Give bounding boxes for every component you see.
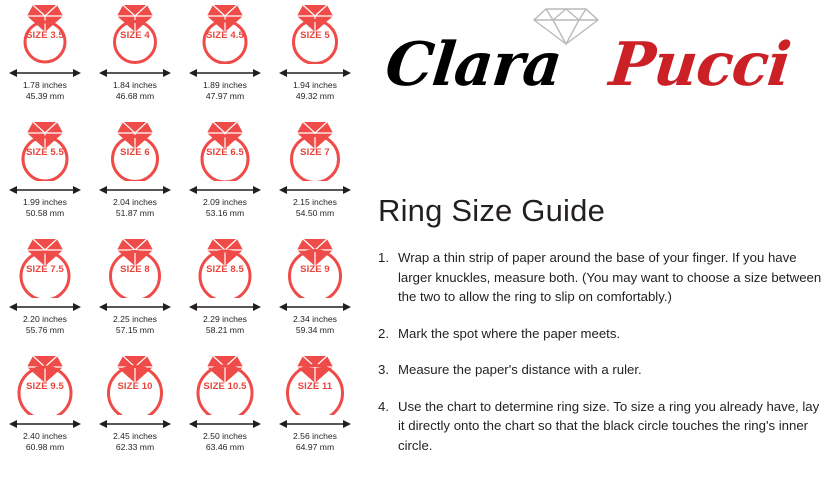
measure-mm: 49.32 mm <box>295 91 335 102</box>
ring-size-cell <box>0 351 90 468</box>
measure-mm: 53.16 mm <box>205 208 245 219</box>
measure-mm: 55.76 mm <box>25 325 65 336</box>
ring-size-label: SIZE 3.5 <box>26 30 64 41</box>
measure-mm: 59.34 mm <box>295 325 335 336</box>
ring-size-label: SIZE 10.5 <box>203 381 247 392</box>
ring-size-cell <box>270 351 360 468</box>
measure-arrow-icon <box>99 300 171 312</box>
measure-mm: 60.98 mm <box>25 442 65 453</box>
step-text: Wrap a thin strip of paper around the base of your finger. If you have larger knuckles, measure both. (You may want to choose a size between the two to allow the ring to slip on comfortably.) <box>398 250 822 304</box>
ring-size-label: SIZE 4 <box>120 30 150 41</box>
step-number: 4. <box>378 398 389 414</box>
guide-step <box>378 360 826 380</box>
ring-size-label: SIZE 8.5 <box>206 264 244 275</box>
ring-size-label: SIZE 6.5 <box>206 147 244 158</box>
ring-size-label: SIZE 9.5 <box>26 381 64 392</box>
measure-inches: 2.45 inches <box>113 431 157 441</box>
guide-step <box>378 248 826 307</box>
step-text: Mark the spot where the paper meets. <box>398 325 621 341</box>
ring-measurements <box>0 80 90 102</box>
measure-arrow-icon <box>189 417 261 429</box>
measure-inches: 1.94 inches <box>293 80 337 90</box>
ring-measurements <box>270 314 360 336</box>
ring-measurements <box>0 197 90 219</box>
measure-inches: 2.29 inches <box>203 314 247 324</box>
measure-inches: 1.89 inches <box>203 80 247 90</box>
measure-inches: 2.40 inches <box>23 431 67 441</box>
measure-arrow-icon <box>279 300 351 312</box>
measure-arrow-icon <box>99 183 171 195</box>
measure-mm: 63.46 mm <box>205 442 245 453</box>
measure-mm: 54.50 mm <box>295 208 335 219</box>
step-number: 1. <box>378 250 389 265</box>
ring-size-label: SIZE 10 <box>117 381 153 392</box>
step-number: 2. <box>378 325 389 341</box>
guide-step <box>378 324 826 344</box>
measure-inches: 2.04 inches <box>113 197 157 207</box>
measure-mm: 47.97 mm <box>205 91 245 102</box>
measure-inches: 2.34 inches <box>293 314 337 324</box>
ring-measurements <box>270 197 360 219</box>
ring-size-cell <box>270 117 360 234</box>
measure-inches: 2.09 inches <box>203 197 247 207</box>
guide-step <box>378 397 826 456</box>
measure-mm: 64.97 mm <box>295 442 335 453</box>
ring-measurements <box>90 80 180 102</box>
ring-measurements <box>90 197 180 219</box>
ring-size-label: SIZE 11 <box>297 381 333 392</box>
ring-size-cell <box>180 117 270 234</box>
measure-mm: 57.15 mm <box>115 325 155 336</box>
ring-size-label: SIZE 5.5 <box>26 147 64 158</box>
measure-inches: 1.78 inches <box>23 80 67 90</box>
measure-inches: 2.50 inches <box>203 431 247 441</box>
measure-mm: 45.39 mm <box>25 91 65 102</box>
chart-row <box>0 117 360 234</box>
measure-arrow-icon <box>189 300 261 312</box>
ring-measurements <box>180 80 270 102</box>
ring-size-label: SIZE 6 <box>120 147 150 158</box>
ring-measurements <box>180 314 270 336</box>
measure-inches: 2.20 inches <box>23 314 67 324</box>
ring-size-cell <box>180 0 270 117</box>
ring-size-cell <box>180 351 270 468</box>
step-text: Use the chart to determine ring size. To size a ring you already have, lay it directly onto the chart so that the black circle touches the ring's inner circle. <box>398 398 820 453</box>
ring-size-cell <box>270 234 360 351</box>
brand-name-first: Clara <box>382 30 565 100</box>
measure-inches: 2.56 inches <box>293 431 337 441</box>
ring-size-cell <box>180 234 270 351</box>
measure-mm: 62.33 mm <box>115 442 155 453</box>
measure-arrow-icon <box>9 417 81 429</box>
measure-arrow-icon <box>279 66 351 78</box>
ring-measurements <box>0 431 90 453</box>
brand-name-second: Pucci <box>606 30 794 100</box>
measure-mm: 50.58 mm <box>25 208 65 219</box>
chart-row <box>0 351 360 468</box>
ring-size-cell <box>90 234 180 351</box>
guide-panel <box>368 0 839 501</box>
ring-measurements <box>90 314 180 336</box>
chart-row <box>0 234 360 351</box>
measure-inches: 1.84 inches <box>113 80 157 90</box>
ring-size-cell <box>0 0 90 117</box>
measure-inches: 2.15 inches <box>293 197 337 207</box>
measure-arrow-icon <box>99 66 171 78</box>
ring-size-label: SIZE 7.5 <box>26 264 64 275</box>
ring-size-cell <box>270 0 360 117</box>
ring-size-label: SIZE 4.5 <box>206 30 244 41</box>
guide-steps <box>378 248 826 472</box>
measure-mm: 46.68 mm <box>115 91 155 102</box>
step-number: 3. <box>378 362 389 377</box>
measure-mm: 51.87 mm <box>115 208 155 219</box>
ring-size-chart <box>0 0 360 501</box>
ring-size-label: SIZE 8 <box>120 264 150 275</box>
measure-arrow-icon <box>189 66 261 78</box>
measure-inches: 2.25 inches <box>113 314 157 324</box>
ring-measurements <box>0 314 90 336</box>
ring-size-cell <box>90 117 180 234</box>
brand-logo <box>378 4 828 104</box>
measure-arrow-icon <box>9 300 81 312</box>
page-title: Ring Size Guide <box>378 193 606 228</box>
ring-measurements <box>270 80 360 102</box>
measure-inches: 1.99 inches <box>23 197 67 207</box>
ring-size-cell <box>0 234 90 351</box>
measure-arrow-icon <box>9 183 81 195</box>
ring-size-cell <box>0 117 90 234</box>
chart-row <box>0 0 360 117</box>
ring-measurements <box>90 431 180 453</box>
ring-size-label: SIZE 9 <box>300 264 330 275</box>
measure-arrow-icon <box>279 183 351 195</box>
ring-measurements <box>270 431 360 453</box>
ring-size-cell <box>90 0 180 117</box>
ring-measurements <box>180 197 270 219</box>
ring-measurements <box>180 431 270 453</box>
step-text: Measure the paper's distance with a ruler. <box>398 362 642 377</box>
ring-size-label: SIZE 5 <box>300 30 330 41</box>
measure-mm: 58.21 mm <box>205 325 245 336</box>
measure-arrow-icon <box>99 417 171 429</box>
ring-size-cell <box>90 351 180 468</box>
ring-size-label: SIZE 7 <box>300 147 330 158</box>
measure-arrow-icon <box>9 66 81 78</box>
measure-arrow-icon <box>279 417 351 429</box>
measure-arrow-icon <box>189 183 261 195</box>
